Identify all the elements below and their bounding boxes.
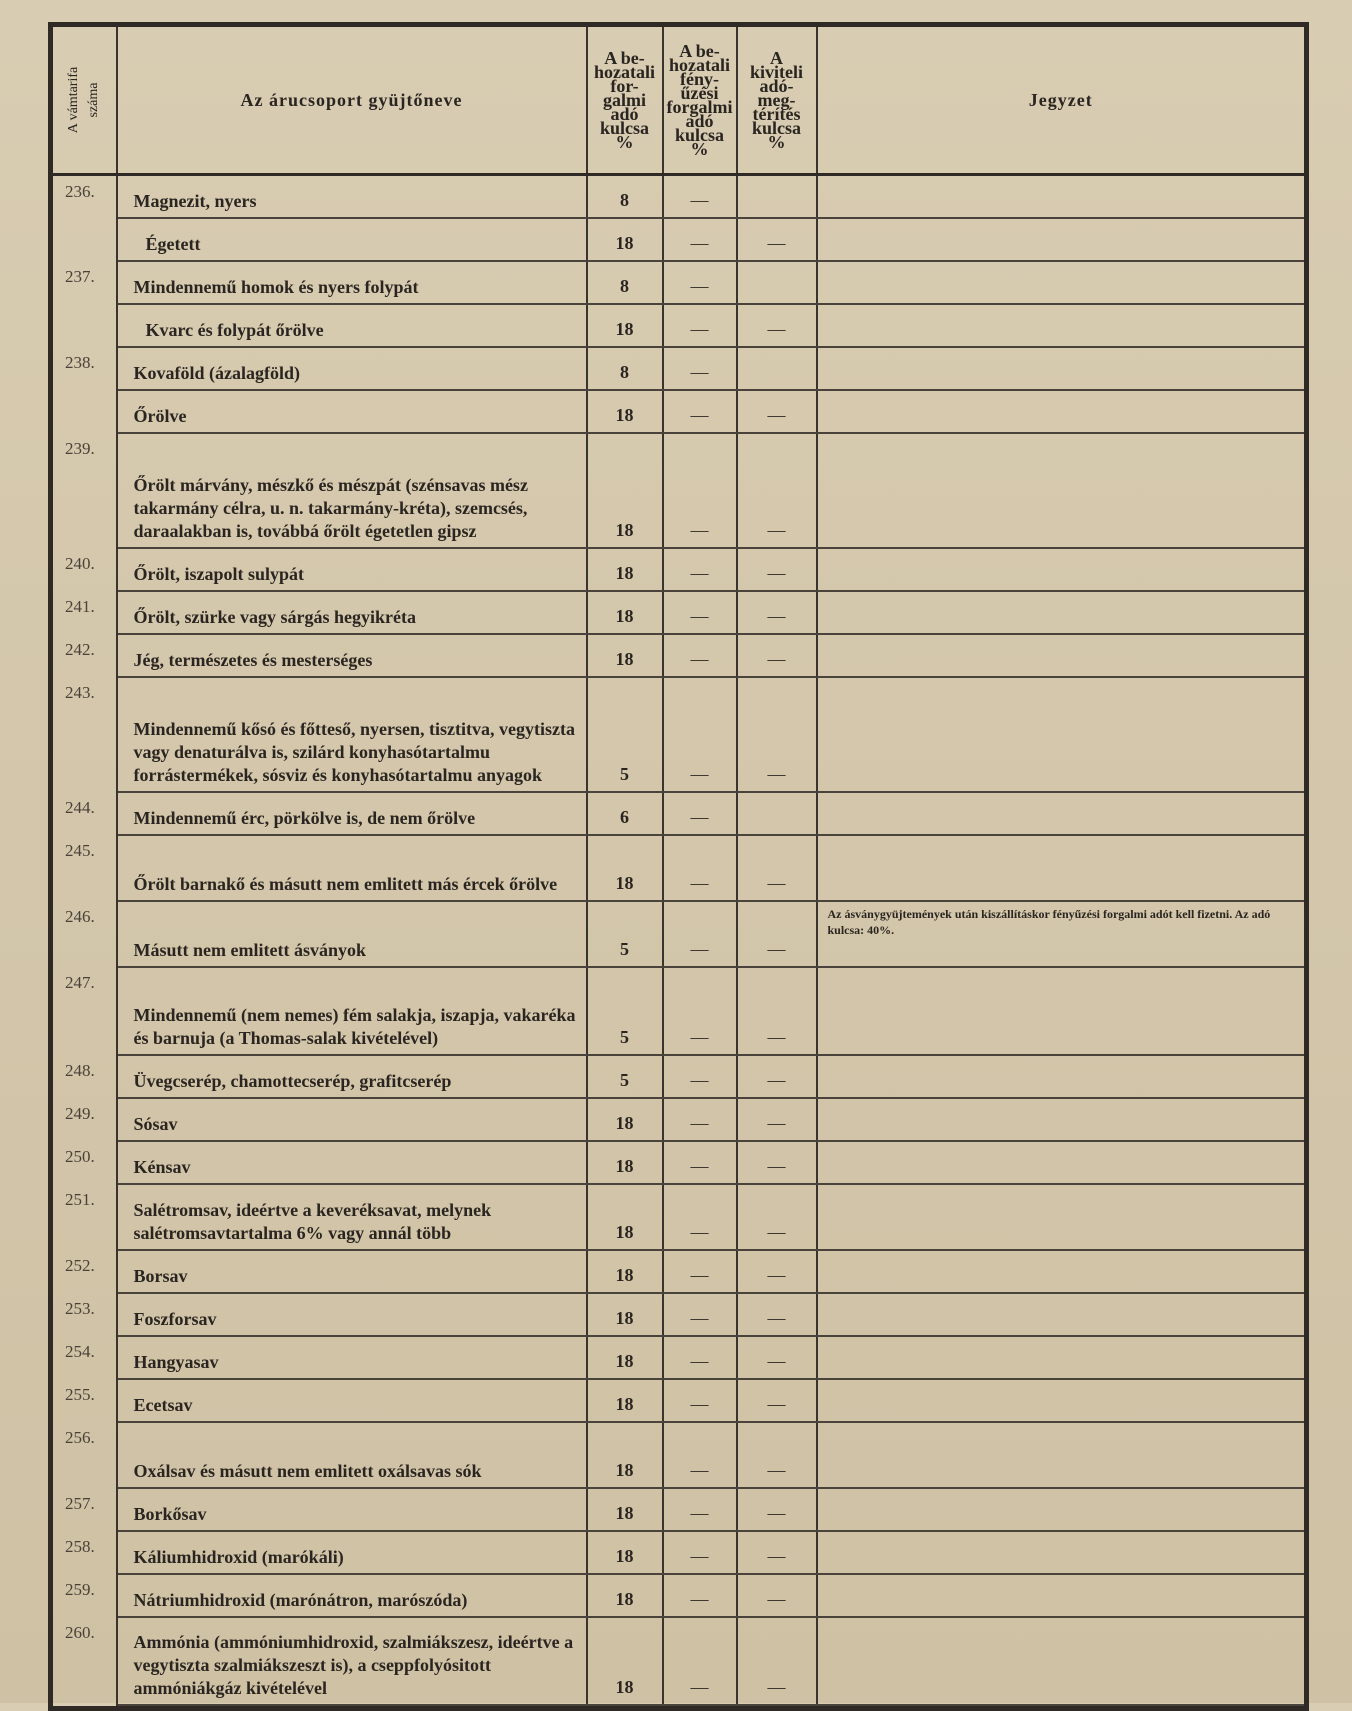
export-rate: —	[737, 1531, 817, 1574]
note-cell	[817, 304, 1307, 347]
note-cell	[817, 677, 1307, 792]
note-cell	[817, 792, 1307, 835]
table-row	[51, 677, 1307, 792]
export-rate: —	[737, 634, 817, 677]
item-name: Ecetsav	[117, 1379, 587, 1422]
luxury-rate: —	[663, 218, 737, 261]
note-cell	[817, 347, 1307, 390]
table-row	[51, 1293, 1307, 1336]
luxury-rate: —	[663, 261, 737, 304]
header-luxury-rate: A be- hozatali fény- űzési forgalmi adó kulcsa %	[663, 25, 737, 175]
luxury-rate: —	[663, 792, 737, 835]
import-rate: 18	[587, 1098, 663, 1141]
import-rate: 6	[587, 792, 663, 835]
note-cell	[817, 1488, 1307, 1531]
item-name: Ammónia (ammóniumhidroxid, szalmiákszesz, ideértve a vegytiszta szalmiákszeszt is), a cseppfolyósitott ammóniákgáz kivételével	[117, 1617, 587, 1705]
luxury-rate: —	[663, 433, 737, 548]
luxury-rate: —	[663, 967, 737, 1055]
table-row	[51, 1574, 1307, 1617]
import-rate: 18	[587, 304, 663, 347]
import-rate: 8	[587, 175, 663, 219]
export-rate: —	[737, 1422, 817, 1488]
luxury-rate: —	[663, 634, 737, 677]
export-rate	[737, 175, 817, 219]
table-row	[51, 218, 1307, 261]
export-rate: —	[737, 591, 817, 634]
luxury-rate: —	[663, 1574, 737, 1617]
luxury-rate: —	[663, 1184, 737, 1250]
table-row	[51, 390, 1307, 433]
note-cell	[817, 1250, 1307, 1293]
note-cell	[817, 1379, 1307, 1422]
tariff-number: 258.	[51, 1531, 117, 1574]
luxury-rate: —	[663, 1617, 737, 1705]
import-rate: 18	[587, 634, 663, 677]
item-name: Őrölt barnakő és másutt nem emlitett más ércek őrölve	[117, 835, 587, 901]
import-rate: 5	[587, 677, 663, 792]
item-name: Mindennemű érc, pörkölve is, de nem őrölve	[117, 792, 587, 835]
tariff-number: 239.	[51, 433, 117, 548]
tariff-number: 245.	[51, 835, 117, 901]
table-row	[51, 967, 1307, 1055]
table-row	[51, 304, 1307, 347]
note-cell	[817, 1055, 1307, 1098]
tariff-body	[51, 175, 1307, 1709]
luxury-rate: —	[663, 304, 737, 347]
import-rate: 5	[587, 1055, 663, 1098]
export-rate: —	[737, 304, 817, 347]
export-rate: —	[737, 1574, 817, 1617]
table-row	[51, 634, 1307, 677]
export-rate: —	[737, 433, 817, 548]
export-rate: —	[737, 967, 817, 1055]
note-cell	[817, 967, 1307, 1055]
header-export-rate: A kiviteli adó- meg- térítés kulcsa %	[737, 25, 817, 175]
tariff-number: 254.	[51, 1336, 117, 1379]
note-cell	[817, 1574, 1307, 1617]
import-rate: 18	[587, 1422, 663, 1488]
tariff-number: 248.	[51, 1055, 117, 1098]
import-rate: 8	[587, 347, 663, 390]
tariff-number: 251.	[51, 1184, 117, 1250]
export-rate: —	[737, 677, 817, 792]
note-cell	[817, 1293, 1307, 1336]
luxury-rate: —	[663, 1250, 737, 1293]
note-cell	[817, 1141, 1307, 1184]
table-row	[51, 1617, 1307, 1705]
filler-cell	[587, 1705, 663, 1709]
note-cell	[817, 1336, 1307, 1379]
item-name: Oxálsav és másutt nem emlitett oxálsavas sók	[117, 1422, 587, 1488]
luxury-rate: —	[663, 347, 737, 390]
luxury-rate: —	[663, 1293, 737, 1336]
import-rate: 18	[587, 1336, 663, 1379]
export-rate	[737, 261, 817, 304]
table-row	[51, 1531, 1307, 1574]
export-rate: —	[737, 1617, 817, 1705]
tariff-number: 244.	[51, 792, 117, 835]
tariff-number: 241.	[51, 591, 117, 634]
export-rate: —	[737, 1098, 817, 1141]
header-name: Az árucsoport gyüjtőneve	[117, 25, 587, 175]
import-rate: 18	[587, 1141, 663, 1184]
item-name: Foszforsav	[117, 1293, 587, 1336]
header-import-rate: A be- hozatali for- galmi adó kulcsa %	[587, 25, 663, 175]
luxury-rate: —	[663, 1141, 737, 1184]
tariff-number: 243.	[51, 677, 117, 792]
filler-row	[51, 1705, 1307, 1709]
table-row	[51, 175, 1307, 219]
note-cell	[817, 218, 1307, 261]
item-name: Égetett	[117, 218, 587, 261]
luxury-rate: —	[663, 1488, 737, 1531]
filler-cell	[51, 1705, 117, 1709]
tariff-number: 238.	[51, 347, 117, 390]
luxury-rate: —	[663, 1379, 737, 1422]
tariff-number: 250.	[51, 1141, 117, 1184]
tariff-number: 236.	[51, 175, 117, 219]
import-rate: 18	[587, 1379, 663, 1422]
tariff-number	[51, 218, 117, 261]
luxury-rate: —	[663, 1336, 737, 1379]
luxury-rate: —	[663, 175, 737, 219]
item-name: Jég, természetes és mesterséges	[117, 634, 587, 677]
tariff-number: 255.	[51, 1379, 117, 1422]
table-row	[51, 548, 1307, 591]
table-row	[51, 1379, 1307, 1422]
tariff-number: 252.	[51, 1250, 117, 1293]
tariff-number: 260.	[51, 1617, 117, 1705]
export-rate: —	[737, 901, 817, 967]
item-name: Nátriumhidroxid (marónátron, marószóda)	[117, 1574, 587, 1617]
tariff-number: 242.	[51, 634, 117, 677]
table-row	[51, 591, 1307, 634]
item-name: Káliumhidroxid (marókáli)	[117, 1531, 587, 1574]
import-rate: 18	[587, 390, 663, 433]
tariff-number: 253.	[51, 1293, 117, 1336]
export-rate: —	[737, 1250, 817, 1293]
import-rate: 18	[587, 218, 663, 261]
import-rate: 18	[587, 1617, 663, 1705]
import-rate: 5	[587, 901, 663, 967]
table-row	[51, 901, 1307, 967]
import-rate: 18	[587, 835, 663, 901]
item-name: Őrölve	[117, 390, 587, 433]
luxury-rate: —	[663, 835, 737, 901]
note-cell	[817, 390, 1307, 433]
note-cell	[817, 835, 1307, 901]
item-name: Másutt nem emlitett ásványok	[117, 901, 587, 967]
filler-cell	[663, 1705, 737, 1709]
luxury-rate: —	[663, 1055, 737, 1098]
note-cell	[817, 634, 1307, 677]
table-row	[51, 1098, 1307, 1141]
luxury-rate: —	[663, 1098, 737, 1141]
table-row	[51, 1488, 1307, 1531]
export-rate: —	[737, 390, 817, 433]
table-row	[51, 1336, 1307, 1379]
note-cell	[817, 1184, 1307, 1250]
export-rate: —	[737, 218, 817, 261]
item-name: Őrölt, szürke vagy sárgás hegyikréta	[117, 591, 587, 634]
table-row	[51, 792, 1307, 835]
export-rate	[737, 792, 817, 835]
tariff-number: 247.	[51, 967, 117, 1055]
table-row	[51, 835, 1307, 901]
import-rate: 18	[587, 1184, 663, 1250]
filler-cell	[817, 1705, 1307, 1709]
note-cell	[817, 175, 1307, 219]
item-name: Mindennemű (nem nemes) fém salakja, iszapja, vakaréka és barnuja (a Thomas-salak kivételével)	[117, 967, 587, 1055]
luxury-rate: —	[663, 1422, 737, 1488]
item-name: Kénsav	[117, 1141, 587, 1184]
luxury-rate: —	[663, 390, 737, 433]
tariff-number: 249.	[51, 1098, 117, 1141]
note-cell	[817, 1531, 1307, 1574]
export-rate: —	[737, 1488, 817, 1531]
item-name: Őrölt, iszapolt sulypát	[117, 548, 587, 591]
header-row	[51, 25, 1307, 175]
note-cell	[817, 1098, 1307, 1141]
note-cell	[817, 591, 1307, 634]
item-name: Őrölt márvány, mészkő és mészpát (szénsavas mész takarmány célra, u. n. takarmány-kréta), szemcsés, daraalakban is, továbbá őrölt égetetlen gipsz	[117, 433, 587, 548]
item-name: Salétromsav, ideértve a keveréksavat, melynek salétromsavtartalma 6% vagy annál több	[117, 1184, 587, 1250]
header-number: A vámtarifa száma	[51, 25, 117, 175]
note-cell	[817, 261, 1307, 304]
luxury-rate: —	[663, 591, 737, 634]
item-name: Üvegcserép, chamottecserép, grafitcserép	[117, 1055, 587, 1098]
table-row	[51, 1141, 1307, 1184]
import-rate: 18	[587, 1293, 663, 1336]
note-cell	[817, 548, 1307, 591]
tariff-number	[51, 390, 117, 433]
filler-cell	[737, 1705, 817, 1709]
item-name: Magnezit, nyers	[117, 175, 587, 219]
export-rate: —	[737, 1293, 817, 1336]
note-cell	[817, 1617, 1307, 1705]
tariff-number: 240.	[51, 548, 117, 591]
import-rate: 18	[587, 548, 663, 591]
item-name: Borkősav	[117, 1488, 587, 1531]
export-rate: —	[737, 835, 817, 901]
tariff-number: 237.	[51, 261, 117, 304]
filler-cell	[117, 1705, 587, 1709]
import-rate: 5	[587, 967, 663, 1055]
luxury-rate: —	[663, 1531, 737, 1574]
note-cell	[817, 433, 1307, 548]
table-row	[51, 1422, 1307, 1488]
header-note: Jegyzet	[817, 25, 1307, 175]
tariff-number: 257.	[51, 1488, 117, 1531]
item-name: Borsav	[117, 1250, 587, 1293]
item-name: Kovaföld (ázalagföld)	[117, 347, 587, 390]
import-rate: 8	[587, 261, 663, 304]
tariff-number: 256.	[51, 1422, 117, 1488]
table-row	[51, 1250, 1307, 1293]
import-rate: 18	[587, 1531, 663, 1574]
item-name: Kvarc és folypát őrölve	[117, 304, 587, 347]
table-row	[51, 261, 1307, 304]
import-rate: 18	[587, 1488, 663, 1531]
export-rate: —	[737, 1379, 817, 1422]
export-rate	[737, 347, 817, 390]
table-row	[51, 347, 1307, 390]
table-row	[51, 1055, 1307, 1098]
item-name: Sósav	[117, 1098, 587, 1141]
tariff-number: 246.	[51, 901, 117, 967]
import-rate: 18	[587, 1250, 663, 1293]
import-rate: 18	[587, 433, 663, 548]
export-rate: —	[737, 1336, 817, 1379]
export-rate: —	[737, 1184, 817, 1250]
import-rate: 18	[587, 591, 663, 634]
luxury-rate: —	[663, 548, 737, 591]
export-rate: —	[737, 1141, 817, 1184]
table-row	[51, 433, 1307, 548]
tariff-number	[51, 304, 117, 347]
table-row	[51, 1184, 1307, 1250]
note-cell: Az ásványgyüjtemények után kiszállításkor fényűzési forgalmi adót kell fizetni. Az adó kulcsa: 40%.	[817, 901, 1307, 967]
item-name: Hangyasav	[117, 1336, 587, 1379]
note-cell	[817, 1422, 1307, 1488]
luxury-rate: —	[663, 901, 737, 967]
item-name: Mindennemű homok és nyers folypát	[117, 261, 587, 304]
import-rate: 18	[587, 1574, 663, 1617]
tariff-table	[48, 22, 1309, 1711]
item-name: Mindennemű kősó és főtteső, nyersen, tisztitva, vegytiszta vagy denaturálva is, szilárd konyhasótartalmu forrástermékek, sósviz és konyhasótartalmu anyagok	[117, 677, 587, 792]
export-rate: —	[737, 1055, 817, 1098]
luxury-rate: —	[663, 677, 737, 792]
tariff-number: 259.	[51, 1574, 117, 1617]
export-rate: —	[737, 548, 817, 591]
